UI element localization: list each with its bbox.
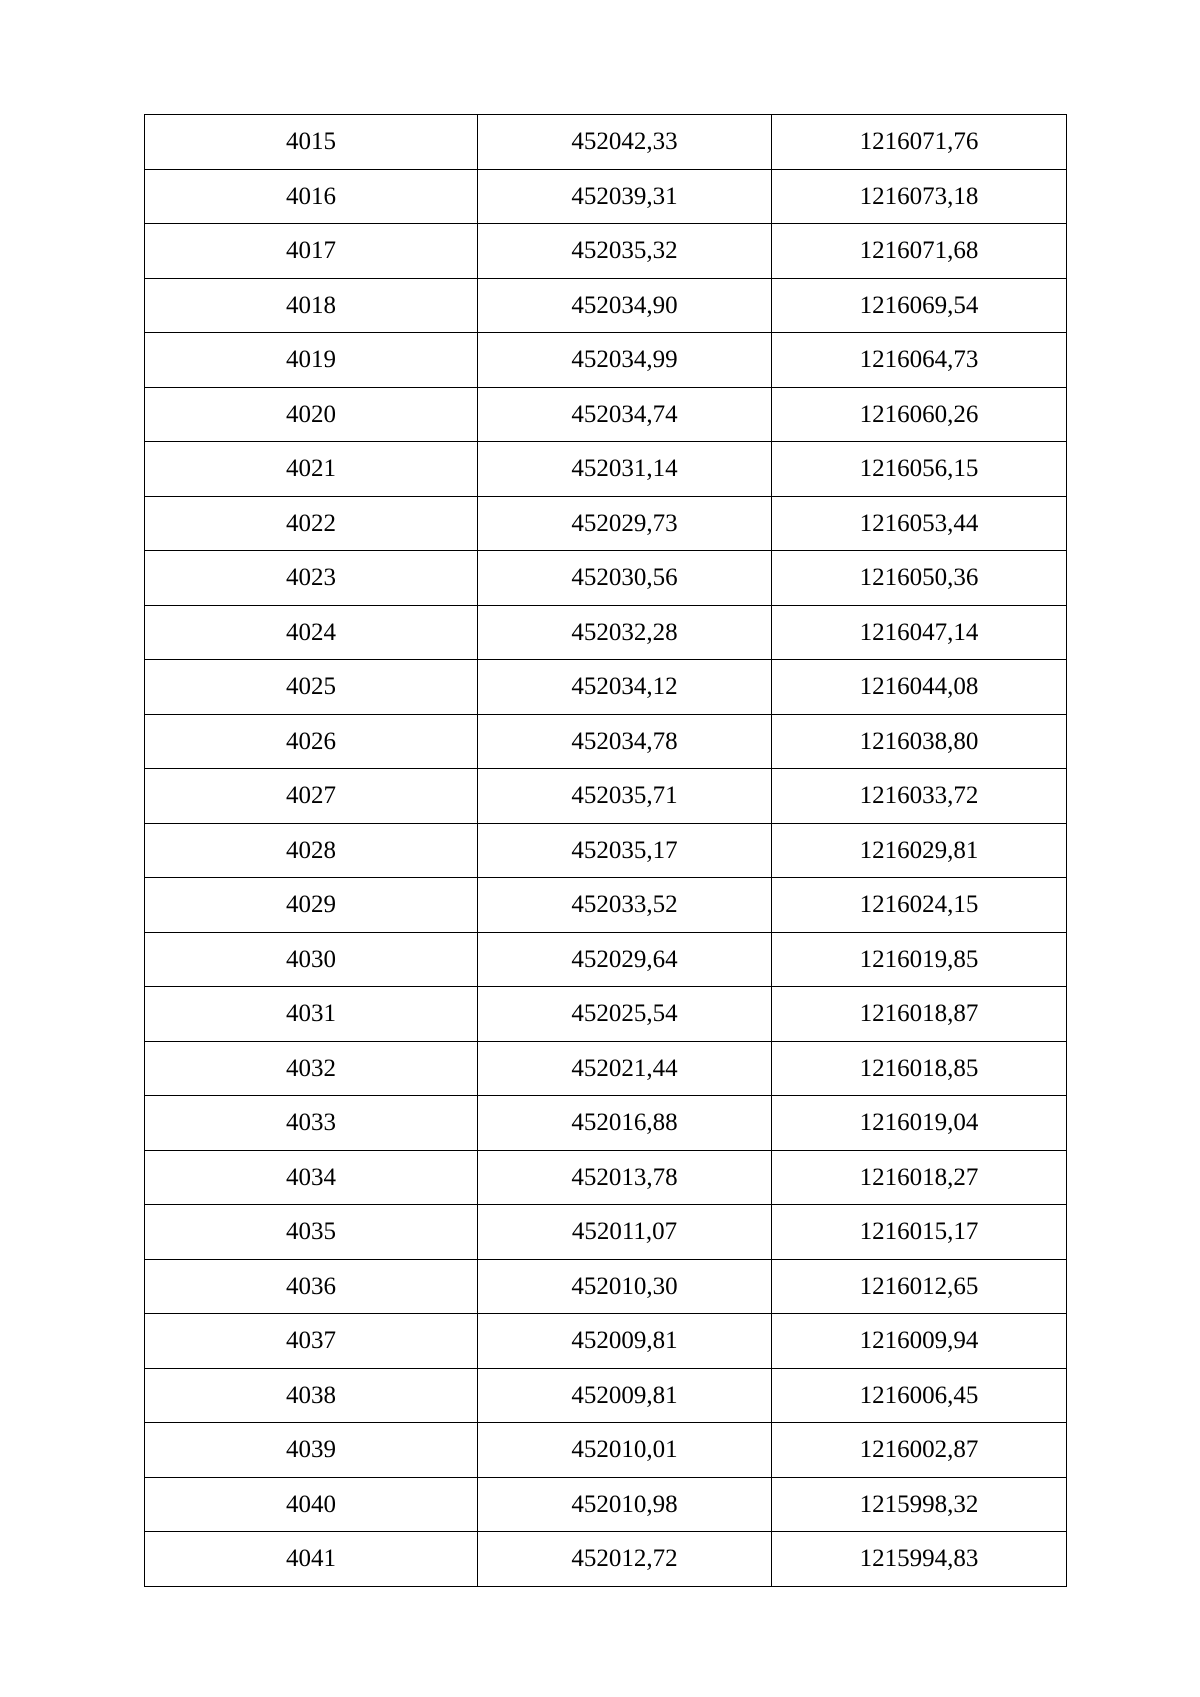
y-coordinate-cell: 1216050,36	[772, 551, 1067, 606]
table-row	[145, 1477, 1067, 1532]
x-coordinate-cell: 452029,73	[478, 496, 772, 551]
x-coordinate-cell: 452035,71	[478, 769, 772, 824]
x-coordinate-cell: 452021,44	[478, 1041, 772, 1096]
x-coordinate-cell: 452009,81	[478, 1368, 772, 1423]
table-row	[145, 1423, 1067, 1478]
y-coordinate-cell: 1216044,08	[772, 660, 1067, 715]
table-row	[145, 1532, 1067, 1587]
point-number-cell: 4040	[145, 1477, 478, 1532]
point-number-cell: 4038	[145, 1368, 478, 1423]
coordinates-table	[144, 114, 1067, 1587]
point-number-cell: 4018	[145, 278, 478, 333]
x-coordinate-cell: 452009,81	[478, 1314, 772, 1369]
y-coordinate-cell: 1216018,27	[772, 1150, 1067, 1205]
point-number-cell: 4035	[145, 1205, 478, 1260]
x-coordinate-cell: 452011,07	[478, 1205, 772, 1260]
table-row	[145, 878, 1067, 933]
table-row	[145, 987, 1067, 1042]
y-coordinate-cell: 1216053,44	[772, 496, 1067, 551]
x-coordinate-cell: 452035,32	[478, 224, 772, 279]
x-coordinate-cell: 452010,30	[478, 1259, 772, 1314]
y-coordinate-cell: 1216024,15	[772, 878, 1067, 933]
point-number-cell: 4034	[145, 1150, 478, 1205]
y-coordinate-cell: 1216073,18	[772, 169, 1067, 224]
table-row	[145, 714, 1067, 769]
point-number-cell: 4028	[145, 823, 478, 878]
y-coordinate-cell: 1215994,83	[772, 1532, 1067, 1587]
point-number-cell: 4022	[145, 496, 478, 551]
point-number-cell: 4029	[145, 878, 478, 933]
y-coordinate-cell: 1216006,45	[772, 1368, 1067, 1423]
point-number-cell: 4036	[145, 1259, 478, 1314]
table-row	[145, 1096, 1067, 1151]
table-row	[145, 169, 1067, 224]
x-coordinate-cell: 452034,78	[478, 714, 772, 769]
point-number-cell: 4041	[145, 1532, 478, 1587]
y-coordinate-cell: 1215998,32	[772, 1477, 1067, 1532]
y-coordinate-cell: 1216002,87	[772, 1423, 1067, 1478]
table-row	[145, 1314, 1067, 1369]
point-number-cell: 4030	[145, 932, 478, 987]
table-row	[145, 333, 1067, 388]
x-coordinate-cell: 452029,64	[478, 932, 772, 987]
point-number-cell: 4024	[145, 605, 478, 660]
y-coordinate-cell: 1216064,73	[772, 333, 1067, 388]
point-number-cell: 4017	[145, 224, 478, 279]
point-number-cell: 4020	[145, 387, 478, 442]
y-coordinate-cell: 1216009,94	[772, 1314, 1067, 1369]
x-coordinate-cell: 452033,52	[478, 878, 772, 933]
table-row	[145, 660, 1067, 715]
table-row	[145, 1150, 1067, 1205]
point-number-cell: 4025	[145, 660, 478, 715]
point-number-cell: 4016	[145, 169, 478, 224]
table-row	[145, 387, 1067, 442]
table-row	[145, 769, 1067, 824]
point-number-cell: 4031	[145, 987, 478, 1042]
y-coordinate-cell: 1216071,76	[772, 115, 1067, 170]
table-row	[145, 605, 1067, 660]
table-row	[145, 1368, 1067, 1423]
table-row	[145, 823, 1067, 878]
y-coordinate-cell: 1216029,81	[772, 823, 1067, 878]
point-number-cell: 4037	[145, 1314, 478, 1369]
x-coordinate-cell: 452035,17	[478, 823, 772, 878]
x-coordinate-cell: 452034,99	[478, 333, 772, 388]
point-number-cell: 4019	[145, 333, 478, 388]
table-row	[145, 278, 1067, 333]
point-number-cell: 4023	[145, 551, 478, 606]
x-coordinate-cell: 452012,72	[478, 1532, 772, 1587]
x-coordinate-cell: 452034,12	[478, 660, 772, 715]
table-row	[145, 1041, 1067, 1096]
x-coordinate-cell: 452032,28	[478, 605, 772, 660]
y-coordinate-cell: 1216038,80	[772, 714, 1067, 769]
point-number-cell: 4033	[145, 1096, 478, 1151]
y-coordinate-cell: 1216019,85	[772, 932, 1067, 987]
coordinates-table-body	[145, 115, 1067, 1587]
x-coordinate-cell: 452039,31	[478, 169, 772, 224]
y-coordinate-cell: 1216056,15	[772, 442, 1067, 497]
x-coordinate-cell: 452025,54	[478, 987, 772, 1042]
table-row	[145, 224, 1067, 279]
y-coordinate-cell: 1216069,54	[772, 278, 1067, 333]
x-coordinate-cell: 452031,14	[478, 442, 772, 497]
y-coordinate-cell: 1216047,14	[772, 605, 1067, 660]
x-coordinate-cell: 452034,74	[478, 387, 772, 442]
y-coordinate-cell: 1216018,85	[772, 1041, 1067, 1096]
table-row	[145, 1259, 1067, 1314]
y-coordinate-cell: 1216018,87	[772, 987, 1067, 1042]
x-coordinate-cell: 452034,90	[478, 278, 772, 333]
y-coordinate-cell: 1216071,68	[772, 224, 1067, 279]
x-coordinate-cell: 452030,56	[478, 551, 772, 606]
x-coordinate-cell: 452042,33	[478, 115, 772, 170]
point-number-cell: 4026	[145, 714, 478, 769]
x-coordinate-cell: 452013,78	[478, 1150, 772, 1205]
table-row	[145, 551, 1067, 606]
point-number-cell: 4039	[145, 1423, 478, 1478]
point-number-cell: 4032	[145, 1041, 478, 1096]
table-row	[145, 932, 1067, 987]
y-coordinate-cell: 1216015,17	[772, 1205, 1067, 1260]
table-row	[145, 115, 1067, 170]
y-coordinate-cell: 1216060,26	[772, 387, 1067, 442]
point-number-cell: 4027	[145, 769, 478, 824]
y-coordinate-cell: 1216019,04	[772, 1096, 1067, 1151]
y-coordinate-cell: 1216033,72	[772, 769, 1067, 824]
point-number-cell: 4015	[145, 115, 478, 170]
table-row	[145, 442, 1067, 497]
x-coordinate-cell: 452016,88	[478, 1096, 772, 1151]
y-coordinate-cell: 1216012,65	[772, 1259, 1067, 1314]
table-row	[145, 1205, 1067, 1260]
x-coordinate-cell: 452010,01	[478, 1423, 772, 1478]
x-coordinate-cell: 452010,98	[478, 1477, 772, 1532]
table-row	[145, 496, 1067, 551]
point-number-cell: 4021	[145, 442, 478, 497]
